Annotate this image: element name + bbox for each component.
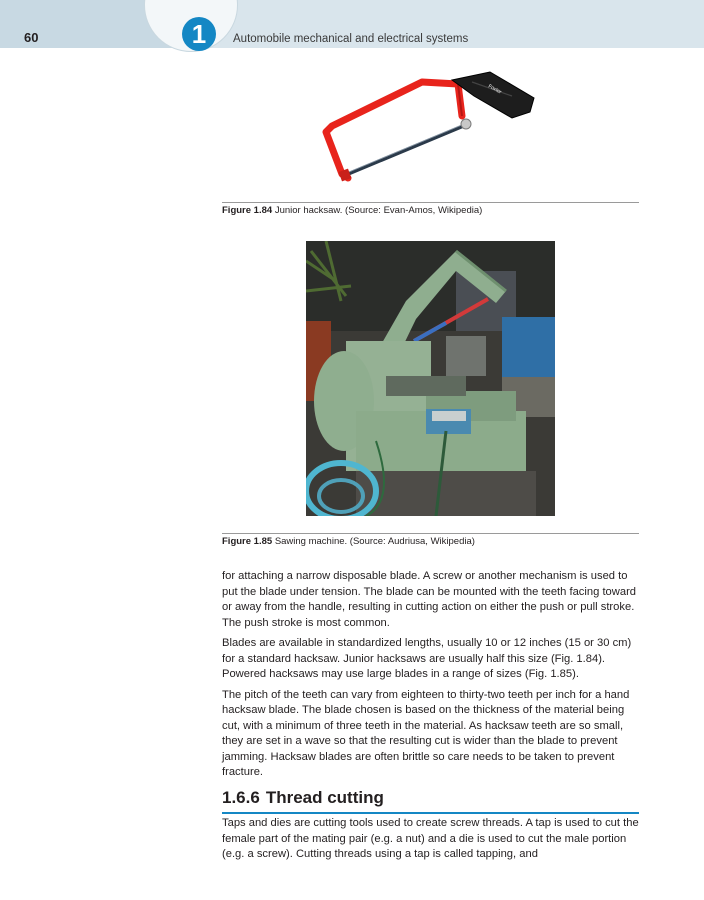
page-number: 60 (24, 30, 39, 45)
figure-1-85-text: Sawing machine. (Source: Audriusa, Wikipedia) (274, 536, 475, 547)
section-heading (222, 788, 639, 814)
sawing-machine-photo (306, 241, 555, 516)
running-head: Automobile mechanical and electrical systems (233, 33, 469, 45)
hacksaw-frame (326, 82, 462, 178)
junior-hacksaw-illustration (312, 70, 542, 188)
blue-machine (502, 317, 555, 377)
figure-1-84-rule (222, 202, 639, 203)
section-title: Thread cutting (265, 788, 384, 807)
figure-1-84-caption (222, 205, 482, 216)
chapter-badge: 1 (182, 17, 216, 51)
paragraph: The pitch of the teeth can vary from eighteen to thirty-two teeth per inch for a hand hacksaw blade. The blade chosen is based on the thickness of the material being cut, with a minimum of three teeth in the material. As hacksaw teeth are so small, they are set in a wave so that the resulting cut is wider than the blade to prevent jamming. Hacksaw blades are often brittle so care needs to be taken to prevent fracture. (222, 688, 630, 778)
handle-brand: Foxter (487, 83, 503, 96)
figure-1-85-rule (222, 533, 639, 534)
section-body-text (222, 816, 639, 868)
figure-1-85-caption (222, 536, 475, 547)
section-number: 1.6.6 (222, 788, 260, 807)
hacksaw-blade (344, 126, 464, 176)
paragraph: Taps and dies are cutting tools used to create screw threads. A tap is used to cut the female part of the mating pair (e.g. a nut) and a die is used to cut the male portion (e.g. a screw). Cutting threads using a tap is called tapping, and (222, 817, 639, 860)
figure-1-85-label: Figure 1.85 (222, 536, 273, 547)
paragraph: for attaching a narrow disposable blade. A screw or another mechanism is used to put the blade under tension. The blade can be mounted with the teeth facing toward or away from the handle, resulting in cutting action on either the push or pull stroke. The push stroke is most common. (222, 570, 637, 629)
figure-1-84-text: Junior hacksaw. (Source: Evan-Amos, Wikipedia) (274, 205, 483, 216)
paragraph: Blades are available in standardized lengths, usually 10 or 12 inches (15 or 30 cm) for a standard hacksaw. Junior hacksaws are usually half this size (Fig. 1.84). Powered hacksaws may use large blades in a range of sizes (Fig. 1.85). (222, 637, 632, 680)
body-text (222, 569, 639, 786)
tension-knob (461, 119, 471, 129)
figure-1-84-label: Figure 1.84 (222, 205, 273, 216)
